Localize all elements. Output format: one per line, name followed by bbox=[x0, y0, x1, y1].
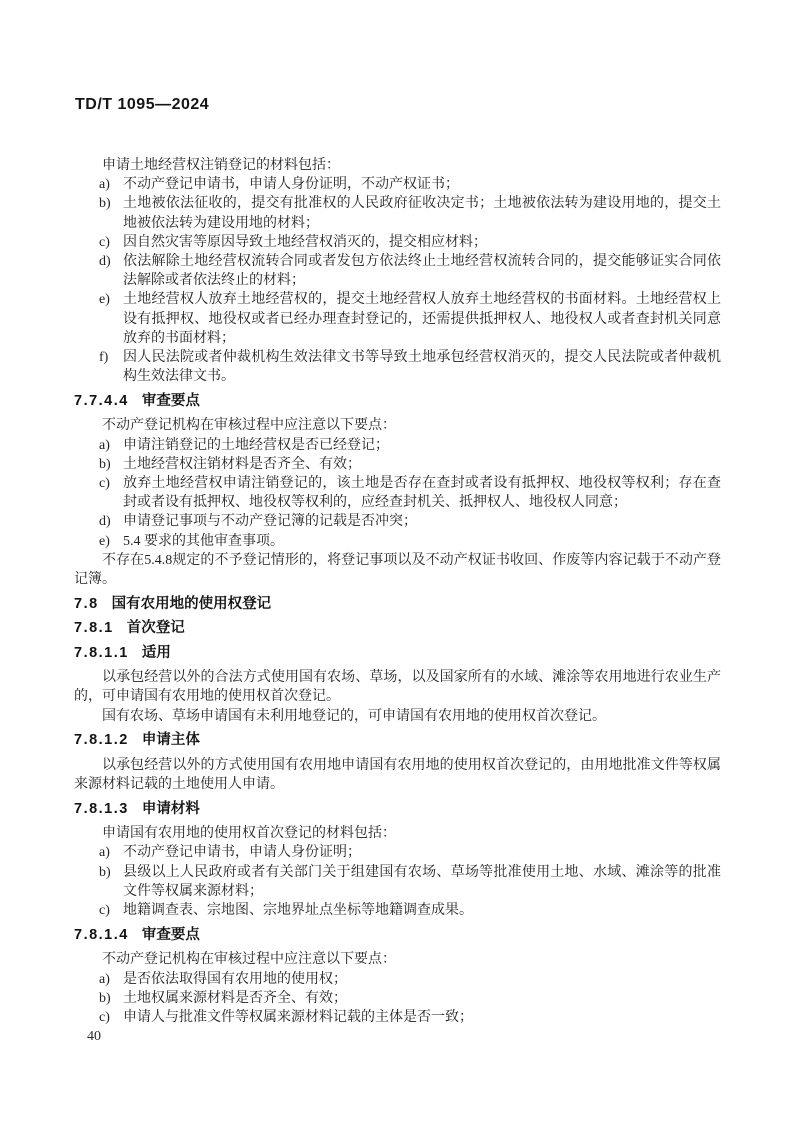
paragraph-applicability-2: 国有农场、草场申请国有未利用地登记的，可申请国有农用地的使用权首次登记。 bbox=[102, 708, 606, 724]
clause-heading-78 bbox=[74, 595, 721, 614]
list-item bbox=[74, 233, 721, 252]
list-item-marker: a) bbox=[99, 971, 110, 987]
list-item-marker: c) bbox=[99, 476, 110, 492]
list-item-text: 因人民法院或者仲裁机构生效法律文书等导致土地承包经营权消灭的，提交人民法院或者仲裁机构生效法律文书。 bbox=[123, 350, 721, 385]
clause-title: 审查要点 bbox=[141, 392, 200, 409]
document-code: TD/T 1095—2024 bbox=[75, 96, 210, 113]
list-item bbox=[74, 455, 721, 474]
list-item bbox=[74, 989, 721, 1008]
list-item-text: 县级以上人民政府或者有关部门关于组建国有农场、草场等批准使用土地、水域、滩涂等的批准文件等权属来源材料； bbox=[123, 864, 721, 899]
list-item bbox=[74, 532, 721, 551]
paragraph-review-closing: 不存在5.4.8规定的不予登记情形的，将登记事项以及不动产权证书收回、作废等内容记载于不动产登记簿。 bbox=[74, 552, 721, 588]
list-item-text: 土地经营权注销材料是否齐全、有效； bbox=[123, 456, 361, 472]
document-content bbox=[74, 156, 721, 1027]
list-item-marker: a) bbox=[99, 177, 110, 193]
list-item bbox=[74, 1008, 721, 1027]
clause-heading-7811 bbox=[74, 644, 721, 663]
list-item-text: 放弃土地经营权申请注销登记的，该土地是否存在查封或者设有抵押权、地役权等权利；存在查封或者设有抵押权、地役权等权利的，应经查封机关、抵押权人、地役权人同意； bbox=[123, 476, 721, 511]
list-item-text: 申请注销登记的土地经营权是否已经登记； bbox=[123, 437, 389, 453]
list-item-marker: b) bbox=[99, 196, 111, 212]
clause-title: 首次登记 bbox=[126, 620, 185, 637]
list-item-text: 是否依法取得国有农用地的使用权； bbox=[123, 971, 347, 987]
list-item-marker: e) bbox=[99, 533, 110, 549]
clause-heading-7744 bbox=[74, 392, 721, 411]
list-item bbox=[74, 290, 721, 348]
list-item-text: 土地被依法征收的，提交有批准权的人民政府征收决定书；土地被依法转为建设用地的，提交土地被依法转为建设用地的材料； bbox=[123, 196, 721, 231]
list-item bbox=[74, 863, 721, 901]
list-item-text: 5.4 要求的其他审查事项。 bbox=[123, 533, 284, 549]
clause-heading-781 bbox=[74, 619, 721, 638]
list-item-marker: f) bbox=[99, 350, 109, 366]
list-item bbox=[74, 901, 721, 920]
list-item-text: 申请登记事项与不动产登记簿的记载是否冲突； bbox=[123, 514, 417, 530]
clause-number: 7.7.4.4 bbox=[74, 392, 129, 409]
list-item-marker: c) bbox=[99, 1009, 110, 1025]
clause-heading-7813 bbox=[74, 800, 721, 819]
clause-number: 7.8.1.3 bbox=[74, 800, 129, 817]
list-item-text: 申请人与批准文件等权属来源材料记载的主体是否一致； bbox=[123, 1009, 473, 1025]
list-item bbox=[74, 474, 721, 512]
list-item-marker: c) bbox=[99, 234, 110, 250]
clause-number: 7.8.1.4 bbox=[74, 926, 129, 943]
paragraph-materials-intro: 申请国有农用地的使用权首次登记的材料包括： bbox=[102, 826, 396, 842]
page-number: 40 bbox=[87, 1029, 101, 1044]
list-item-marker: d) bbox=[99, 254, 111, 270]
list-item bbox=[74, 194, 721, 232]
clause-number: 7.8.1.1 bbox=[74, 644, 129, 661]
list-item bbox=[74, 970, 721, 989]
paragraph-intro-cancellation-materials: 申请土地经营权注销登记的材料包括： bbox=[102, 158, 340, 173]
list-item-text: 依法解除土地经营权流转合同或者发包方依法终止土地经营权流转合同的，提交能够证实合同依法解除或者依法终止的材料； bbox=[123, 254, 721, 289]
clause-title: 审查要点 bbox=[141, 926, 200, 943]
list-item bbox=[74, 512, 721, 531]
clause-title: 国有农用地的使用权登记 bbox=[111, 595, 272, 612]
list-item-text: 不动产登记申请书，申请人身份证明，不动产权证书； bbox=[123, 177, 459, 193]
list-item-marker: a) bbox=[99, 845, 110, 861]
clause-heading-7814 bbox=[74, 926, 721, 945]
paragraph-applicability-1: 以承包经营以外的合法方式使用国有农场、草场，以及国家所有的水域、滩涂等农用地进行农业生产的，可申请国有农用地的使用权首次登记。 bbox=[74, 670, 721, 705]
paragraph-applicant: 以承包经营以外的方式使用国有农用地申请国有农用地的使用权首次登记的，由用地批准文件等权属来源材料记载的土地使用人申请。 bbox=[74, 757, 721, 793]
clause-number: 7.8.1 bbox=[74, 620, 114, 637]
list-item-text: 不动产登记申请书，申请人身份证明； bbox=[123, 845, 361, 861]
list-item-marker: e) bbox=[99, 292, 110, 308]
list-item bbox=[74, 436, 721, 455]
list-item-marker: b) bbox=[99, 456, 111, 472]
list-item-marker: c) bbox=[99, 903, 110, 919]
clause-title: 申请材料 bbox=[141, 800, 200, 817]
list-item bbox=[74, 175, 721, 194]
list-item-marker: d) bbox=[99, 514, 111, 530]
list-item-text: 土地经营权人放弃土地经营权的，提交土地经营权人放弃土地经营权的书面材料。土地经营权上设有抵押权、地役权或者已经办理查封登记的，还需提供抵押权人、地役权人或者查封机关同意放弃的书面材料； bbox=[123, 292, 721, 346]
list-item bbox=[74, 348, 721, 386]
list-item-marker: b) bbox=[99, 990, 111, 1006]
list-item-marker: b) bbox=[99, 864, 111, 880]
list-item-text: 地籍调查表、宗地图、宗地界址点坐标等地籍调查成果。 bbox=[123, 903, 473, 919]
clause-number: 7.8 bbox=[74, 595, 99, 612]
clause-title: 适用 bbox=[141, 644, 171, 661]
list-item bbox=[74, 252, 721, 290]
clause-heading-7812 bbox=[74, 731, 721, 750]
list-item-text: 因自然灾害等原因导致土地经营权消灭的，提交相应材料； bbox=[123, 234, 487, 250]
paragraph-review-intro: 不动产登记机构在审核过程中应注意以下要点： bbox=[102, 418, 396, 434]
clause-title: 申请主体 bbox=[141, 732, 200, 749]
list-item bbox=[74, 843, 721, 862]
list-item-text: 土地权属来源材料是否齐全、有效； bbox=[123, 990, 347, 1006]
paragraph-review2-intro: 不动产登记机构在审核过程中应注意以下要点： bbox=[102, 952, 396, 968]
list-item-marker: a) bbox=[99, 437, 110, 453]
clause-number: 7.8.1.2 bbox=[74, 732, 129, 749]
